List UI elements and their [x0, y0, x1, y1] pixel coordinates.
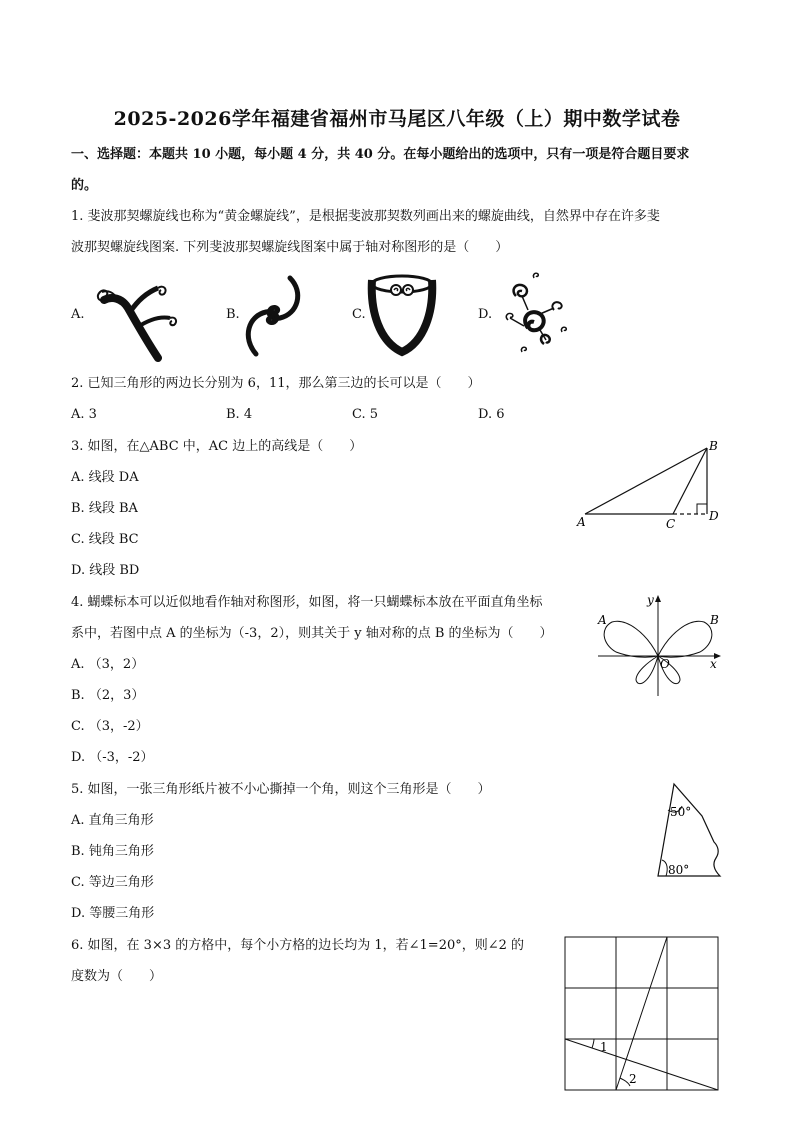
q4-option-b: B. （2，3） [71, 688, 145, 703]
q2-option-d: D. 6 [478, 407, 505, 422]
q5-text: 5. 如图，一张三角形纸片被不小心撕掉一个角，则这个三角形是（ ） [71, 782, 491, 797]
q6-label-2: 2 [629, 1072, 637, 1086]
q6-text-line1: 6. 如图，在 3×3 的方格中，每个小方格的边长均为 1，若∠1=20°，则∠2 的 [71, 938, 525, 953]
q4-label-o: O [660, 657, 670, 671]
q5-label-80: 80° [668, 863, 690, 877]
q3-option-a: A. 线段 DA [71, 470, 139, 485]
section-heading-line2: 的。 [71, 178, 98, 193]
q2-option-c: C. 5 [352, 407, 379, 422]
q4-option-c: C. （3，-2） [71, 719, 149, 734]
q6-figure-grid [564, 936, 722, 1094]
q5-option-c: C. 等边三角形 [71, 875, 154, 890]
q1-figure-c-vase [366, 272, 438, 358]
q2-option-a: A. 3 [71, 407, 97, 422]
q1-text-line1: 1. 斐波那契螺旋线也称为“黄金螺旋线”，是根据斐波那契数列画出来的螺旋曲线，自然界中存在许多斐 [71, 209, 660, 224]
q4-label-a: A [598, 613, 607, 627]
q3-option-c: C. 线段 BC [71, 532, 139, 547]
q3-label-c: C [666, 517, 676, 531]
q4-text-line1: 4. 蝴蝶标本可以近似地看作轴对称图形，如图，将一只蝴蝶标本放在平面直角坐标 [71, 595, 543, 610]
q5-label-50: 50° [670, 805, 692, 819]
q1-text-line2: 波那契螺旋线图案. 下列斐波那契螺旋线图案中属于轴对称图形的是（ ） [71, 240, 509, 255]
q3-option-b: B. 线段 BA [71, 501, 138, 516]
q1-option-b-label: B. [226, 307, 240, 322]
q2-text: 2. 已知三角形的两边长分别为 6，11，那么第三边的长可以是（ ） [71, 376, 481, 391]
page-title: 2025-2026学年福建省福州市马尾区八年级（上）期中数学试卷 [113, 108, 681, 130]
q3-label-b: B [709, 439, 718, 453]
q5-option-d: D. 等腰三角形 [71, 906, 155, 921]
q4-label-b: B [710, 613, 719, 627]
q1-figure-b-s-spiral [240, 272, 306, 358]
q1-figure-a-spiral-branch [88, 270, 183, 362]
q4-option-a: A. （3，2） [71, 657, 145, 672]
q1-figure-d-spiral-cluster [494, 270, 574, 362]
q1-option-c-label: C. [352, 307, 366, 322]
q6-text-line2: 度数为（ ） [71, 969, 163, 984]
q4-text-line2: 系中，若图中点 A 的坐标为（-3，2），则其关于 y 轴对称的点 B 的坐标为（ ） [71, 626, 553, 641]
q5-figure-torn-triangle [654, 780, 724, 880]
q3-option-d: D. 线段 BD [71, 563, 140, 578]
q5-option-b: B. 钝角三角形 [71, 844, 154, 859]
q4-label-x: x [710, 657, 717, 671]
section-heading-line1: 一、选择题：本题共 10 小题，每小题 4 分，共 40 分。在每小题给出的选项中，只有一项是符合题目要求 [71, 147, 690, 162]
q3-label-d: D [709, 509, 719, 523]
q1-option-d-label: D. [478, 307, 493, 322]
q1-option-a-label: A. [71, 307, 85, 322]
q6-label-1: 1 [600, 1040, 608, 1054]
q4-label-y: y [647, 593, 654, 607]
q2-option-b: B. 4 [226, 407, 253, 422]
q3-figure-triangle [575, 440, 725, 530]
q5-option-a: A. 直角三角形 [71, 813, 154, 828]
q4-figure-butterfly [596, 592, 726, 698]
q3-label-a: A [577, 515, 586, 529]
q3-text: 3. 如图，在△ABC 中，AC 边上的高线是（ ） [71, 439, 363, 454]
q4-option-d: D. （-3，-2） [71, 750, 154, 765]
